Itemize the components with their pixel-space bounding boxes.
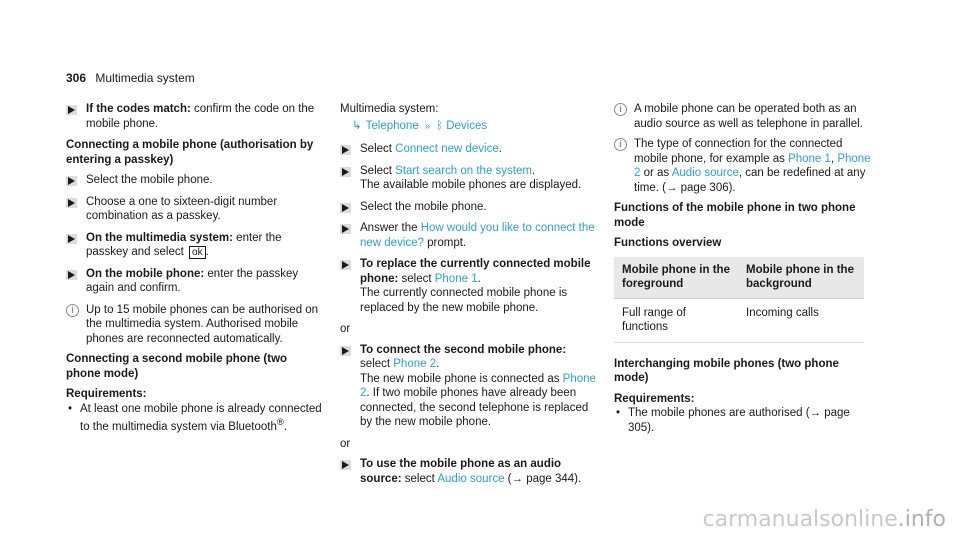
watermark-text: carmanualsonline	[702, 506, 898, 532]
step-text: select	[360, 358, 394, 370]
note-parallel-use	[614, 102, 876, 131]
menu-item-phone-1: Phone 1	[434, 272, 478, 285]
note-text: The type of connection for the connected mobile phone, for example as	[634, 138, 843, 165]
step-connect-second	[340, 343, 598, 430]
step-text: select	[398, 272, 435, 285]
step-arrow-icon	[340, 346, 351, 356]
note-text-end: , can be redefined at any time. (→ page 306).	[634, 167, 866, 194]
or-separator: or	[340, 437, 351, 450]
page-number: 306	[66, 71, 87, 85]
info-icon: i	[66, 304, 79, 317]
menu-item-phone-2: Phone 2	[634, 152, 871, 179]
watermark	[702, 506, 946, 532]
section-heading: Connecting a second mobile phone (two phone mode)	[66, 353, 288, 380]
return-arrow-icon: ↳	[352, 119, 362, 132]
step-label: To use the mobile phone as an audio source:	[360, 458, 562, 485]
menu-item-phone-2: Phone 2	[393, 358, 437, 370]
step-arrow-icon	[340, 224, 351, 234]
path-telephone: Telephone	[365, 119, 419, 132]
functions-table	[614, 257, 864, 343]
step-label: To replace the currently connected mobile phone:	[360, 258, 591, 285]
step-mobile-passkey	[66, 267, 322, 296]
section-title: Multimedia system	[95, 71, 195, 85]
note-sep: or as	[640, 167, 672, 179]
step-text: Choose a one to sixteen-digit number combination as a passkey.	[86, 195, 278, 222]
table-header-row	[614, 257, 864, 299]
menu-path	[352, 119, 598, 135]
table-cell-background: Incoming calls	[738, 298, 864, 342]
double-chevron-icon: »	[424, 120, 431, 132]
column-left	[66, 102, 322, 438]
step-text: Select the mobile phone.	[86, 174, 213, 186]
step-codes-match	[66, 102, 322, 131]
table-cell-foreground: Full range of functions	[614, 298, 738, 342]
step-result: The currently connected mobile phone is replaced by the new mobile phone.	[360, 287, 568, 314]
note-sep: ,	[830, 152, 838, 165]
step-multimedia-passkey: On the multimedia system: enter the passkey and select ok .	[66, 231, 322, 260]
note-connection-type	[614, 137, 876, 195]
menu-item-start-search: Start search on the system	[395, 164, 532, 177]
info-icon: i	[614, 103, 627, 116]
step-arrow-icon	[340, 167, 351, 177]
step-arrow-icon	[340, 145, 351, 155]
step-text: Select	[360, 164, 396, 177]
step-arrow-icon	[66, 270, 77, 280]
step-arrow-icon	[340, 460, 351, 470]
menu-item-audio-source: Audio source	[437, 472, 505, 485]
table-row	[614, 298, 864, 342]
step-audio-source	[340, 457, 598, 486]
note-text: A mobile phone can be operated both as an audio source as well as telephone in parallel.	[634, 103, 863, 130]
menu-item-phone-2-ref: Phone 2	[360, 372, 596, 399]
step-end: .	[498, 143, 502, 155]
info-icon: i	[614, 138, 627, 151]
step-end: .	[436, 358, 440, 370]
step-answer-prompt	[340, 221, 598, 250]
column-middle	[340, 102, 598, 493]
step-start-search	[340, 164, 598, 193]
step-label: On the mobile phone:	[86, 267, 205, 280]
step-choose-passkey	[66, 195, 322, 224]
note-text: Up to 15 mobile phones can be authorised on the multimedia system. Authorised mobile phones are reconnected automatically.	[86, 303, 319, 345]
step-arrow-icon	[340, 203, 351, 213]
step-select-phone	[66, 173, 322, 188]
step-end: prompt.	[423, 236, 467, 249]
section-heading: Interchanging mobile phones (two phone mode)	[614, 357, 839, 384]
registered-mark: ®	[276, 417, 284, 428]
step-text: Select	[360, 143, 396, 155]
prompt-connect-new-device: How would you like to connect the new device?	[360, 222, 595, 249]
step-label: On the multimedia system:	[86, 231, 233, 244]
menu-item-audio-source: Audio source	[671, 167, 739, 179]
requirements-label: Requirements:	[66, 388, 147, 400]
step-arrow-icon	[340, 260, 351, 270]
intro-text: Multimedia system:	[340, 103, 439, 115]
step-text: confirm the code on the mobile phone.	[86, 103, 315, 130]
table-header-foreground: Mobile phone in the foreground	[614, 257, 738, 299]
page-header	[66, 71, 195, 86]
requirement-text: At least one mobile phone is already connected to the multimedia system via Bluetooth	[80, 402, 322, 433]
requirement-item: • The mobile phones are authorised (→ page 305).	[614, 406, 876, 435]
step-end: .	[531, 164, 536, 177]
step-end: .	[477, 272, 481, 285]
menu-item-connect-new-device: Connect new device	[395, 143, 499, 155]
step-result-cont: . If two mobile phones have already been connected, the second telephone is replaced by the new mobile phone.	[360, 387, 589, 428]
overview-label: Functions overview	[614, 237, 722, 249]
step-connect-new	[340, 142, 598, 157]
step-label: To connect the second mobile phone:	[360, 343, 567, 356]
watermark-suffix: .info	[897, 506, 946, 532]
requirement-item	[66, 402, 322, 435]
requirement-end: .	[283, 420, 288, 433]
or-separator: or	[340, 323, 351, 335]
step-text: enter the passkey and select	[86, 231, 282, 258]
section-heading: Functions of the mobile phone in two phone mode	[614, 202, 856, 229]
step-arrow-icon	[66, 176, 77, 186]
step-text: enter the passkey again and confirm.	[86, 267, 299, 294]
step-text: select	[401, 472, 438, 485]
bluetooth-icon: ᛒ	[436, 119, 444, 132]
ok-button-symbol: ok	[189, 246, 206, 259]
step-arrow-icon	[66, 234, 77, 244]
requirements-label: Requirements:	[614, 392, 695, 405]
step-text: Select the mobile phone.	[360, 200, 487, 213]
step-result: The available mobile phones are displayed.	[360, 179, 582, 191]
step-replace-phone	[340, 257, 598, 315]
step-end: (→ page 344).	[504, 472, 582, 485]
section-heading: Connecting a mobile phone (authorisation by entering a passkey)	[66, 139, 314, 166]
step-select-phone	[340, 200, 598, 215]
note-authorised-phones	[66, 303, 322, 347]
step-text: Answer the	[360, 222, 421, 234]
column-right	[614, 102, 876, 439]
step-arrow-icon	[66, 198, 77, 208]
step-arrow-icon	[66, 105, 77, 115]
step-label: If the codes match:	[86, 103, 191, 115]
menu-item-phone-1: Phone 1	[788, 152, 831, 165]
table-header-background: Mobile phone in the background	[738, 257, 864, 299]
path-devices: Devices	[446, 119, 488, 132]
step-result: The new mobile phone is connected as	[360, 372, 563, 385]
